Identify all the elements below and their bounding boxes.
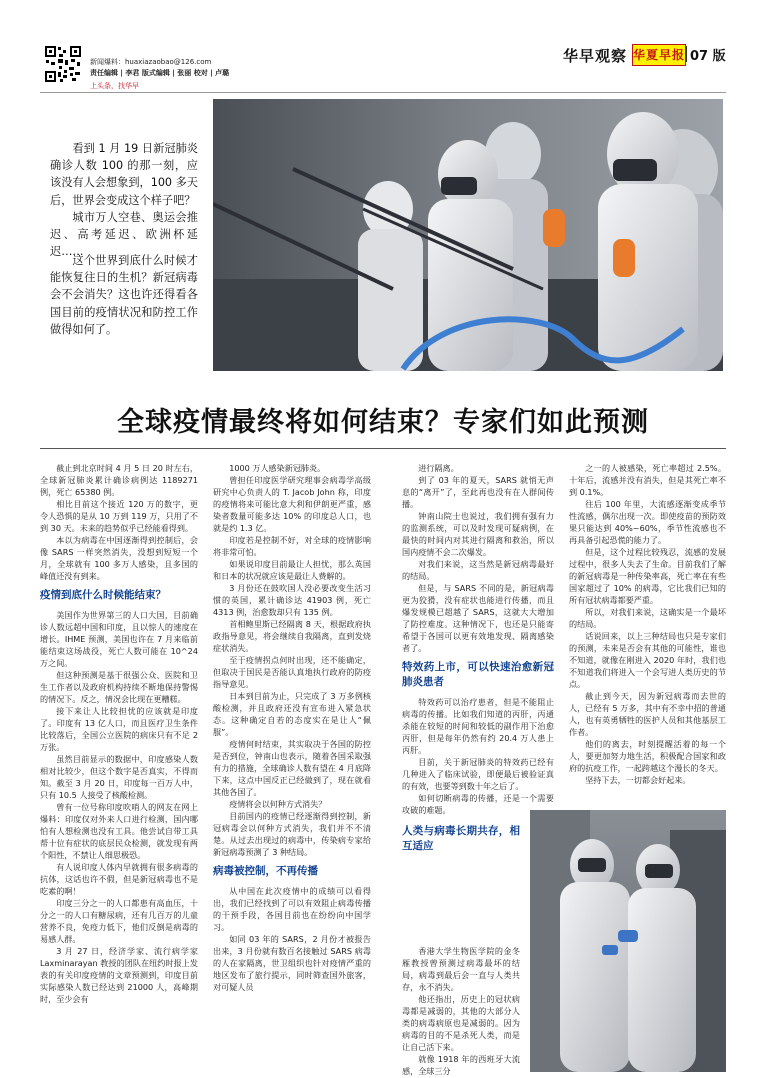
paragraph: 首相鲍里斯已经隔离 8 天，根据政府执政指导意见，将会继续自我隔离，直到发烧症状消失。	[213, 619, 371, 653]
paragraph: 如何切断病毒的传播，还是一个需要攻破的难题。	[402, 793, 554, 815]
paragraph: 印度若是控制不好，对全球的疫情影响将非常可怕。	[213, 535, 371, 557]
column-3	[402, 462, 554, 816]
intro-paragraph-1: 看到 1 月 19 日新冠肺炎确诊人数 100 的那一刻，应该没有人会想象到，100 多天后，世界会变成这个样子吧？	[50, 142, 198, 207]
paragraph: 之一的人被感染，死亡率超过 2.5%。十年后，流感并没有消失，但是其死亡率不到 0.1%。	[569, 463, 726, 497]
column-3-lower-text	[402, 945, 520, 1077]
paragraph: 至于疫情拐点何时出现，还不能确定，但取决于国民是否能认真地执行政府的防疫指导意见。	[213, 655, 371, 689]
paragraph: 曾担任印度医学研究理事会病毒学高级研究中心负责人的 T. Jacob John 称，印度的疫情将来可能比意大利和伊朗更严重，感染者数量可能多达 10% 的印度总人口，也就是约 1.3 亿。	[213, 475, 371, 533]
column-4	[569, 462, 726, 786]
paragraph: 如果说印度目前最让人担忧，那么英国和日本的状况就应该是最让人费解的。	[213, 559, 371, 581]
paragraph: 接下来让人比较担忧的应该就是印度了。印度有 13 亿人口，而且医疗卫生条件比较落后，全国公立医院的病床只有不足 2 万张。	[40, 706, 198, 752]
paragraph: 目前国内的疫情已经逐渐得到控制，新冠病毒会以何种方式消失，我们并不不清楚。从过去出现过的病毒中，传染病专家给新冠病毒预测了 3 种结局。	[213, 811, 371, 857]
paragraph: 3 月份还在鼓吹国人没必要改变生活习惯的英国，累计确诊达 41903 例，死亡 4313 例，治愈数却只有 135 例。	[213, 583, 371, 617]
paragraph: 就像 1918 年的西班牙大流感，全球三分	[402, 1054, 520, 1076]
paragraph: 曾有一位号称印度吹哨人的网友在网上爆料：印度仅对外来人口进行检测，国内哪怕有人想检测也没有工具。他尝试自带工具帮十位有症状的底层民众检测，就发现有两个阳性，不禁让人细思极恐。	[40, 802, 198, 860]
header-separator	[686, 46, 687, 62]
paragraph: 印度三分之一的人口都患有高血压，十分之一的人口有糖尿病，还有几百万的儿童营养不良，免疫力低下，他们反倒是病毒的易感人群。	[40, 898, 198, 944]
column-3-lower	[402, 824, 520, 860]
paragraph: 虽然目前显示的数据中，印度感染人数相对比较少，但这个数字是否真实，不得而知。截至 3 月 20 日，印度每一百万人中，只有 10.5 人接受了核酸检测。	[40, 754, 198, 800]
subheading-special-drug: 特效药上市，可以快速治愈新冠肺炎患者	[402, 661, 554, 688]
paragraph: 但是，这个过程比较残忍，流感的发展过程中，很多人失去了生命。目前我们了解的新冠病毒是一种传染率高，死亡率在有些国家超过了 10% 的病毒，它比我们已知的所有冠状病毒都要严重。	[569, 547, 726, 605]
paragraph: 美国作为世界第三的人口大国，目前确诊人数远超中国和印度，且以惊人的速度在增长。IHME 预测，美国也许在 7 月来临前能结束这场战役，死亡人数可能在 10^24 万之间。	[40, 610, 198, 668]
paragraph: 钟南山院士也说过，我们拥有强有力的监测系统，可以及时发现可疑病例，在最快的时间内对其进行隔离和救治，所以国内疫情不会二次爆发。	[402, 511, 554, 557]
subheading-virus-controlled: 病毒被控制，不再传播	[213, 865, 318, 877]
paragraph: 有人说印度人体内早就拥有很多病毒的抗体，这话也许不假，但是新冠病毒也不是吃素的啊！	[40, 862, 198, 896]
paragraph: 坚持下去，一切都会好起来。	[585, 775, 691, 785]
paragraph: 本以为病毒在中国逐渐得到控制后，会像 SARS 一样突然消失，没想到短短一个月，全球就有 100 多万人感染，且多国的峰值还没有到来。	[40, 535, 198, 581]
intro-paragraph-3: 这个世界到底什么时候才能恢复往日的生机？新冠病毒会不会消失？这也许还得看各国目前的疫情状况和防控工作做得如何了。	[50, 254, 198, 336]
paragraph: 香港大学生物医学院的金冬雁教授曾预测过病毒最坏的结局，病毒到最后会一直与人类共存，永不消失。	[402, 946, 520, 992]
tagline: 上头条，找华早	[90, 82, 139, 90]
paragraph: 日本到目前为止，只完成了 3 万多例核酸检测，并且政府还没有宣布进入紧急状态。这种确定自若的态度实在是让人“佩服”。	[213, 691, 371, 737]
subheading-coexist: 人类与病毒长期共存，相互适应	[402, 825, 520, 852]
paragraph: 但这种预测是基于很强公众、医院和卫生工作者以及政府机构持续不断地保持警惕的情况下。反之，情况会比现在更糟糕。	[40, 670, 198, 704]
paragraph: 所以，对我们来说，这确实是一个最坏的结局。	[569, 607, 726, 629]
paragraph: 从中国在此次疫情中的成绩可以看得出，我们已经找到了可以有效阻止病毒传播的干预手段，各国目前也在纷纷向中国学习。	[213, 886, 371, 932]
paragraph: 对我们来说，这当然是新冠病毒最好的结局。	[402, 559, 554, 581]
paragraph: 到了 03 年的夏天，SARS 就悄无声息的“离开”了，至此再也没有在人群间传播。	[402, 475, 554, 509]
credit-line-email: 新闻爆料：huaxiazaobao@126.com	[90, 58, 212, 66]
paragraph: 3 月 27 日，经济学家、流行病学家 Laxminarayan 教授的团队在纽约时报上发表的有关印度疫情的文章预测到，印度目前实际感染人数已经达到 21000 人，高峰期时，至少会有	[40, 946, 198, 1004]
paragraph: 特效药可以治疗患者，但是不能阻止病毒的传播。比如我们知道的丙肝，丙通杀能在较短的时间和较低的副作用下治愈丙肝，但是每年仍然有约 20.4 万人患上丙肝。	[402, 697, 554, 755]
header-rule	[40, 92, 726, 93]
disinfection-workers-photo	[213, 99, 723, 371]
medical-workers-photo	[530, 810, 726, 1072]
paragraph: 1000 万人感染新冠肺炎。	[229, 463, 326, 473]
paragraph: 疫情何时结束，其实取决于各国的防控是否到位，钟南山也表示，随着各国采取强有力的措施，全球确诊人数有望在 4 月底降下来，这点中国反正已经做到了，现在就看其他各国了。	[213, 739, 371, 797]
paragraph: 他还指出，历史上的冠状病毒都是减弱的，其他的大部分人类的病毒病原也是减弱的。因为病毒的目的不是杀死人类，而是让自己活下来。	[402, 994, 520, 1052]
paragraph: 话说回来，以上三种结局也只是专家们的预测，未来是否会有其他的可能性，谁也不知道，就像在刚进入 2020 年时，我们也不知道我们将进入一个会写进人类历史的节点。	[569, 631, 726, 689]
section-title: 华早观察	[563, 47, 628, 65]
newspaper-logo: 华夏早报	[632, 44, 686, 66]
paragraph: 相比目前这个接近 120 万的数字，更令人恐惧的是从 10 万到 119 万，只用了不到 30 天。未来的趋势似乎已经能看得到。	[40, 499, 198, 533]
credit-line-editors: 责任编辑 | 李君 版式编辑 | 张丽 校对 | 卢璐	[90, 69, 230, 77]
paragraph: 截止到今天，因为新冠病毒而去世的人，已经有 5 万多，其中有不幸中招的普通人，也有英勇牺牲的医护人员和其他基层工作者。	[569, 691, 726, 737]
subheading-when-end: 疫情到底什么时候能结束？	[40, 589, 166, 601]
paragraph: 进行隔离。	[418, 463, 459, 473]
paragraph: 截止到北京时间 4 月 5 日 20 时左右，全球新冠肺炎累计确诊病例达 1189271 例，死亡 65380 例。	[40, 463, 198, 497]
article-headline: 全球疫情最终将如何结束？专家们如此预测	[117, 407, 649, 438]
column-2	[213, 462, 371, 993]
qr-code	[44, 45, 82, 83]
paragraph: 目前，关于新冠肺炎的特效药已经有几种进入了临床试验，即便最后被验证真的有效，也要等到数十年之后了。	[402, 757, 554, 791]
headline-rule	[40, 448, 726, 449]
paragraph-question: 疫情将会以何种方式消失？	[229, 799, 327, 809]
paragraph: 他们的离去，时刻提醒活着的每一个人，要更加努力地生活，积极配合国家和政府的抗疫工作，一起跨越这个漫长的冬天。	[569, 739, 726, 773]
column-1	[40, 462, 198, 1005]
paragraph: 往后 100 年里，大流感逐渐变成季节性流感，偶尔出现一次。即使疫苗的预防效果只能达到 40%~60%，季节性流感也不再具备引起恐慌的能力了。	[569, 499, 726, 545]
intro-paragraph-2: 城市万人空巷、奥运会推迟、高考延迟、欧洲杯延迟……	[50, 211, 198, 259]
paragraph: 但是，与 SARS 不同的是，新冠病毒更为狡猾，没有症状也能进行传播，而且爆发规模已超越了 SARS，这就大大增加了防控难度。这种情况下，也还是只能寄希望于各国可以更有效地发现、隔离感染者了。	[402, 583, 554, 653]
page-number: 07 版	[690, 49, 726, 64]
paragraph: 如同 03 年的 SARS，2 月份才被报告出来，3 月份就有数百名接触过 SARS 病毒的人在家隔离，世卫组织也针对疫情严重的地区发布了旅行提示，同时筛查国外旅客，对可疑人员	[213, 934, 371, 992]
